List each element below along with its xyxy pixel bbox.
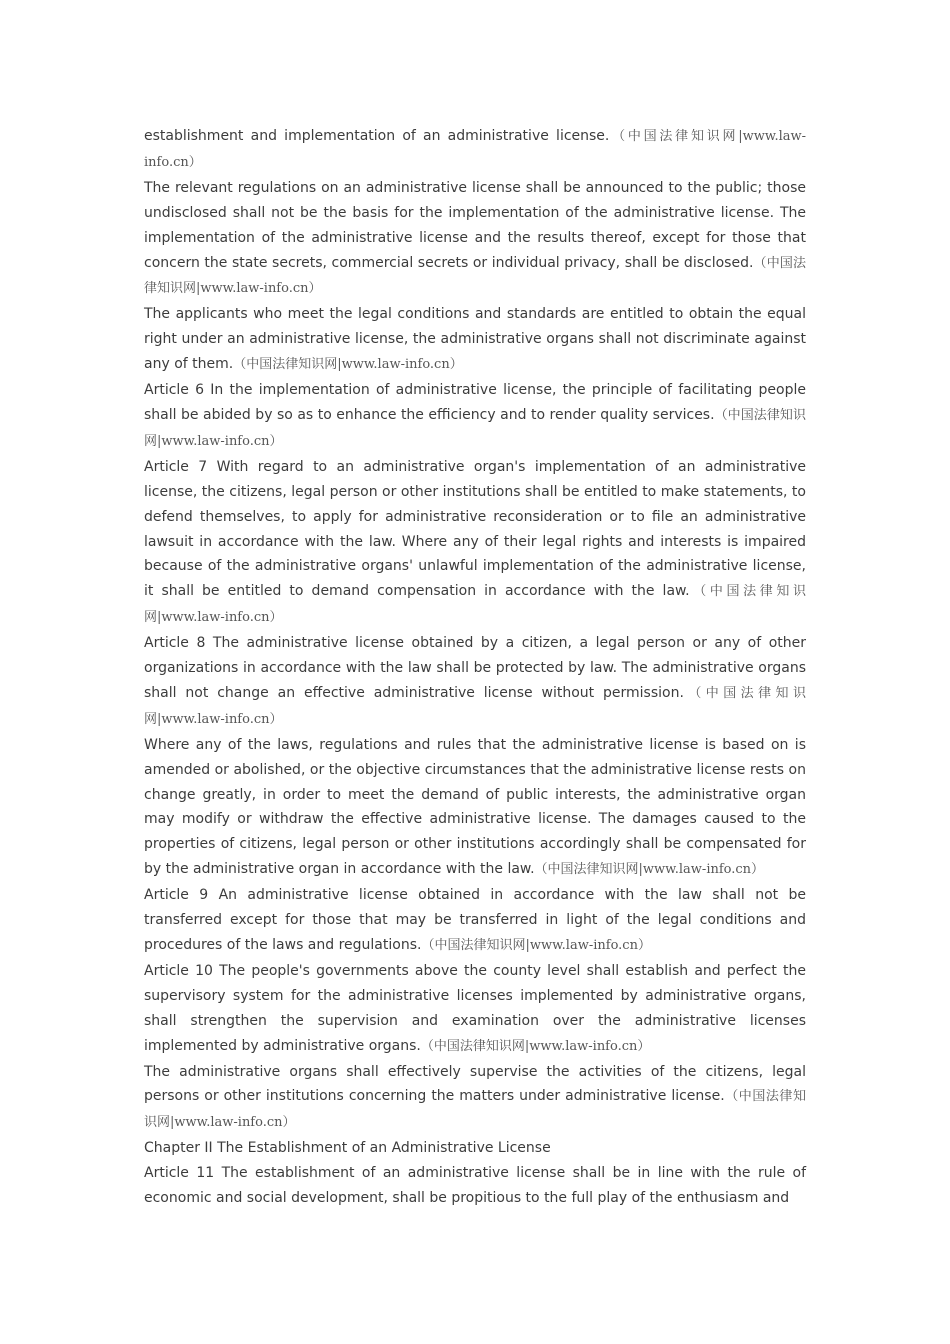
paragraph: establishment and implementation of an administrative license.（中国法律知识网|www.law-info.cn） xyxy=(144,128,806,170)
source-tag: （中国法律知识网|www.law-info.cn） xyxy=(233,357,463,373)
source-tag: （中国法律知识网|www.law-info.cn） xyxy=(144,407,806,449)
article-10: Article 10 The people's governments above the county level shall establish and perfect the supervisory system for the administrative licenses implemented by administrative organs, shall strengthen the supervision and examination over the administrative licenses implemented by administrative organs.（中国法律知识网|www.law-info.cn） xyxy=(144,962,806,1054)
source-tag: （中国法律知识网|www.law-info.cn） xyxy=(144,255,806,297)
chapter-heading: Chapter II The Establishment of an Administrative License xyxy=(144,1140,551,1157)
paragraph: The relevant regulations on an administrative license shall be announced to the public; those undisclosed shall not be the basis for the implementation of the administrative license. The implementation of the administrative license and the results thereof, except for those that concern the state secrets, commercial secrets or individual privacy, shall be disclosed.（中国法律知识网|www.law-info.cn） xyxy=(144,179,806,297)
article-11: Article 11 The establishment of an administrative license shall be in line with the rule of economic and social development, shall be propitious to the full play of the enthusiasm and xyxy=(144,1165,806,1207)
paragraph: Where any of the laws, regulations and rules that the administrative license is based on is amended or abolished, or the objective circumstances that the administrative license rests on change greatly, in order to meet the demand of public interests, the administrative organ may modify or withdraw the effective administrative license. The damages caused to the properties of citizens, legal person or other institutions accordingly shall be compensated for by the administrative organ in accordance with the law.（中国法律知识网|www.law-info.cn） xyxy=(144,736,806,878)
source-tag: （中国法律知识网|www.law-info.cn） xyxy=(144,1089,806,1131)
source-tag: （中国法律知识网|www.law-info.cn） xyxy=(144,685,806,727)
source-tag: （中国法律知识网|www.law-info.cn） xyxy=(144,584,806,626)
article-9: Article 9 An administrative license obtained in accordance with the law shall not be transferred except for those that may be transferred in light of the legal conditions and procedures of the laws and regulations.（中国法律知识网|www.law-info.cn） xyxy=(144,887,806,953)
source-tag: （中国法律知识网|www.law-info.cn） xyxy=(534,862,765,878)
source-tag: （中国法律知识网|www.law-info.cn） xyxy=(420,1038,651,1054)
article-8: Article 8 The administrative license obtained by a citizen, a legal person or any of other organizations in accordance with the law shall be protected by law. The administrative organs shall not change an effective administrative license without permission.（中国法律知识网|www.law-info.cn） xyxy=(144,635,806,727)
article-6: Article 6 In the implementation of administrative license, the principle of facilitating people shall be abided by so as to enhance the efficiency and to render quality services.（中国法律知识网|www.law-info.cn） xyxy=(144,382,806,449)
source-tag: （中国法律知识网|www.law-info.cn） xyxy=(421,938,651,953)
article-7: Article 7 With regard to an administrative organ's implementation of an administrative license, the citizens, legal person or other institutions shall be entitled to make statements, to defend themselves, to apply for administrative reconsideration or to file an administrative lawsuit in accordance with the law. Where any of their legal rights and interests is impaired because of the administrative organs' unlawful implementation of the administrative license, it shall be entitled to demand compensation in accordance with the law.（中国法律知识网|www.law-info.cn） xyxy=(144,458,806,626)
paragraph: The administrative organs shall effectively supervise the activities of the citizens, legal persons or other institutions concerning the matters under administrative license.（中国法律知识网|www.law-info.cn） xyxy=(144,1063,806,1131)
source-tag: （中国法律知识网|www.law-info.cn） xyxy=(144,129,806,170)
paragraph: The applicants who meet the legal conditions and standards are entitled to obtain the equal right under an administrative license, the administrative organs shall not discriminate against any of them.（中国法律知识网|www.law-info.cn） xyxy=(144,306,806,373)
document-body xyxy=(144,124,806,1211)
